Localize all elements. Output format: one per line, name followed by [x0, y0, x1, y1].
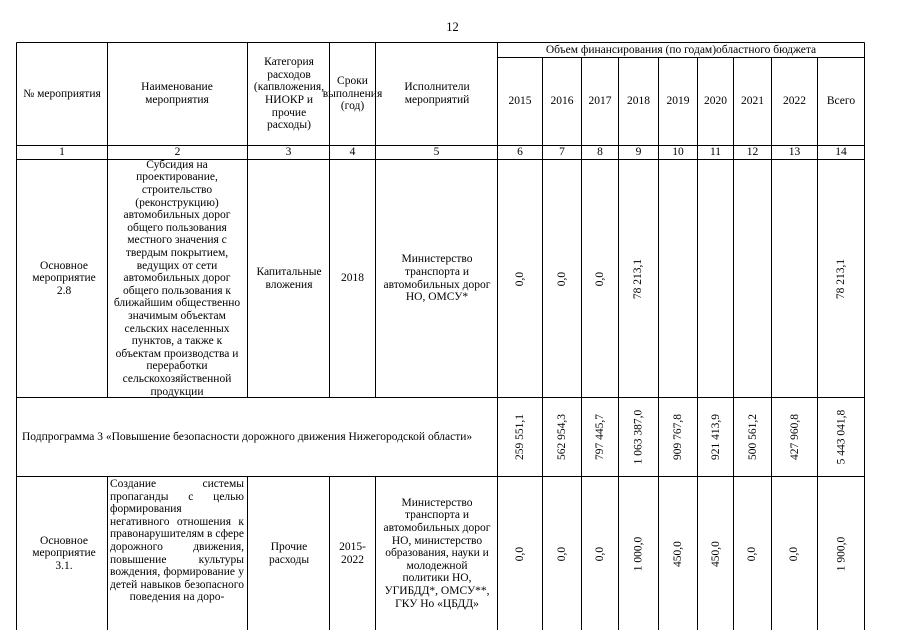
- value-2020: 450,0: [709, 540, 722, 567]
- value-2017: 0,0: [594, 271, 606, 286]
- value-2019: 450,0: [672, 540, 684, 567]
- subprogram-title: Подпрограмма 3 «Повышение безопасности дорожного движения Нижегородской области»: [22, 430, 473, 443]
- header-year: 2021: [741, 95, 764, 108]
- header-year: 2017: [588, 95, 612, 108]
- column-number: 14: [835, 146, 847, 159]
- measure-number: Основное мероприятие 3.1.: [32, 534, 96, 572]
- column-number: 10: [672, 146, 684, 159]
- value-2015: 0,0: [514, 546, 526, 561]
- measure-name: Создание системы пропаганды с целью формирования негативного отношения к правонарушителям в сфере дорожного движения, повышение культуры вождения, формирование у детей навыков безопасного поведения на доро-: [110, 478, 244, 604]
- value-2021: 500 561,2: [746, 414, 759, 460]
- column-number: 5: [433, 146, 440, 159]
- measure-number: Основное мероприятие 2.8: [32, 259, 96, 297]
- header-col-executors: Исполнители мероприятий: [404, 81, 470, 106]
- header-year: 2022: [783, 95, 806, 108]
- value-total: 78 213,1: [835, 258, 847, 299]
- header-col-num: № мероприятия: [23, 87, 101, 100]
- header-year: 2020: [704, 95, 727, 108]
- executors: Министерство транспорта и автомобильных дорог НО, министерство образования, науки и молодежной политики НО, УГИБДД*, ОМСУ**, ГКУ Но «ЦБДД»: [383, 496, 491, 610]
- expense-category: Прочие расходы: [268, 540, 310, 566]
- value-2015: 259 551,1: [514, 414, 526, 460]
- page-number: 12: [446, 20, 459, 34]
- column-number: 3: [285, 146, 292, 159]
- value-2016: 0,0: [556, 271, 568, 286]
- header-year-total: Всего: [826, 95, 856, 108]
- header-col-name: Наименование мероприятия: [141, 81, 213, 106]
- executors: Министерство транспорта и автомобильных дорог НО, ОМСУ*: [383, 253, 491, 304]
- value-2016: 562 954,3: [556, 414, 568, 460]
- value-2018: 1 063 387,0: [632, 409, 645, 465]
- execution-term: 2018: [341, 272, 364, 285]
- measure-name: Субсидия на проектирование, строительство (реконструкцию) автомобильных дорог общего пользования местного значения с твердым покрытием, ведущих от сети автомобильных дорог общего пользования к ближайшим общественно значимым объектам сельских населенных пунктов, а также к объектам производства и переработки сельскохозяйственной продукции: [113, 158, 241, 398]
- value-total: 5 443 041,8: [835, 409, 847, 465]
- header-col-category: Категория расходов (капвложения, НИОКР и прочие расходы): [253, 56, 325, 132]
- column-number: 13: [788, 146, 801, 159]
- column-number: 4: [349, 146, 356, 159]
- column-number: 12: [746, 146, 759, 159]
- column-number: 7: [559, 146, 565, 159]
- value-2015: 0,0: [514, 271, 526, 286]
- value-2017: 797 445,7: [594, 414, 606, 460]
- expense-category: Капитальные вложения: [256, 265, 322, 291]
- header-col-terms: Сроки выполнения (год): [322, 75, 383, 113]
- column-number: 1: [59, 146, 65, 159]
- value-2020: 921 413,9: [709, 414, 722, 460]
- column-number: 9: [635, 146, 642, 159]
- header-year: 2018: [627, 95, 650, 108]
- value-2017: 0,0: [594, 546, 606, 561]
- header-year: 2015: [508, 95, 532, 108]
- header-year: 2016: [550, 95, 574, 108]
- value-2022: 427 960,8: [788, 414, 801, 460]
- column-number: 6: [517, 146, 523, 159]
- value-total: 1 900,0: [835, 536, 847, 571]
- column-number: 2: [174, 146, 181, 159]
- execution-term: 2015-2022: [339, 540, 366, 566]
- value-2021: 0,0: [746, 546, 759, 561]
- value-2016: 0,0: [556, 546, 568, 561]
- column-number: 11: [709, 146, 722, 159]
- value-2019: 909 767,8: [672, 414, 684, 460]
- value-2018: 1 000,0: [632, 536, 645, 571]
- value-2022: 0,0: [788, 546, 801, 561]
- header-year: 2019: [666, 95, 690, 108]
- column-number: 8: [597, 146, 603, 159]
- header-funding-group: Объем финансирования (по годам)областного бюджета: [545, 43, 817, 56]
- value-2018: 78 213,1: [632, 258, 645, 299]
